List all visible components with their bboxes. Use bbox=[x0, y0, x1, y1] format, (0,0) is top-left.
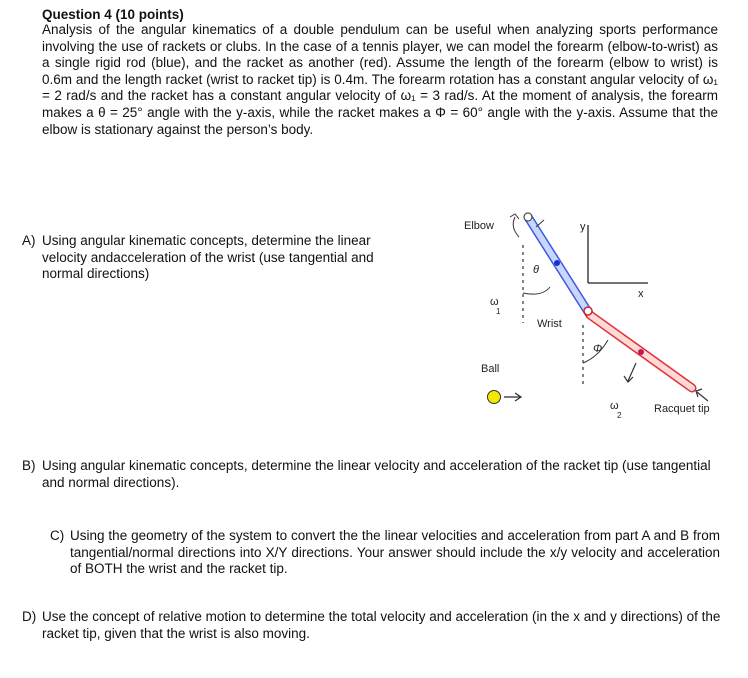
part-a bbox=[22, 233, 397, 283]
question-title: Question 4 (10 points) bbox=[42, 7, 184, 22]
wrist-label: Wrist bbox=[537, 318, 562, 330]
racquet-tip-arrow bbox=[697, 392, 708, 401]
part-b-label: B) bbox=[22, 458, 36, 473]
y-axis-label: y bbox=[580, 221, 586, 233]
part-c-label: C) bbox=[50, 528, 65, 543]
forearm-mass-dot bbox=[554, 260, 560, 266]
part-a-label: A) bbox=[22, 233, 36, 248]
elbow-label: Elbow bbox=[464, 220, 494, 232]
racket-mass-dot bbox=[638, 349, 644, 355]
ball bbox=[488, 391, 501, 404]
part-b-text: Using angular kinematic concepts, determine the linear velocity and acceleration of the racket tip (use tangential and normal directions). bbox=[42, 458, 711, 490]
theta-symbol: θ bbox=[533, 264, 539, 276]
elbow-joint bbox=[524, 213, 532, 221]
theta-arc bbox=[523, 287, 550, 294]
part-c-text: Using the geometry of the system to convert the the linear velocities and acceleration from part A and B from tangential/normal directions into X/Y directions. Your answer should include the x/y velocity and acceleration of BOTH the wrist and the racket tip. bbox=[70, 528, 720, 577]
part-b bbox=[22, 458, 722, 491]
part-c bbox=[50, 528, 720, 578]
part-d bbox=[22, 609, 722, 642]
ball-label: Ball bbox=[481, 363, 500, 375]
part-d-text: Use the concept of relative motion to determine the total velocity and acceleration (in the x and y directions) of the racket tip, given that the wrist is also moving. bbox=[42, 609, 721, 641]
part-d-label: D) bbox=[22, 609, 37, 624]
omega1-symbol: ω bbox=[490, 296, 499, 308]
wrist-joint bbox=[584, 307, 592, 315]
omega1-subscript: 1 bbox=[496, 307, 501, 316]
omega1-rotation-arrow bbox=[513, 217, 519, 237]
double-pendulum-diagram bbox=[440, 205, 740, 425]
omega2-subscript: 2 bbox=[617, 411, 622, 420]
part-a-text: Using angular kinematic concepts, determine the linear velocity andacceleration of the wrist (use tangential and normal directions) bbox=[42, 233, 374, 282]
omega2-symbol: ω bbox=[610, 400, 619, 412]
racquet-tip-label: Racquet tip bbox=[654, 403, 710, 415]
question-intro: Analysis of the angular kinematics of a double pendulum can be useful when analyzing sports performance involving the use of rackets or clubs. In the case of a tennis player, we can model the forearm (elbow-to-wrist) as a single rigid rod (blue), and the racket as another (red). Assume the length of the forearm (elbow to wrist) is 0.6m and the length racket (wrist to racket tip) is 0.4m. The forearm rotation has a constant angular velocity of ω₁ = 2 rad/s and the racket has a constant angular velocity of ω₁ = 3 rad/s. At the moment of analysis, the forearm makes a θ = 25° angle with the y-axis, while the racket makes a Φ = 60° angle with the y-axis. Assume that the elbow is stationary against the person’s body. bbox=[42, 22, 718, 137]
phi-symbol: Φ bbox=[593, 343, 603, 355]
x-axis-label: x bbox=[638, 288, 644, 300]
